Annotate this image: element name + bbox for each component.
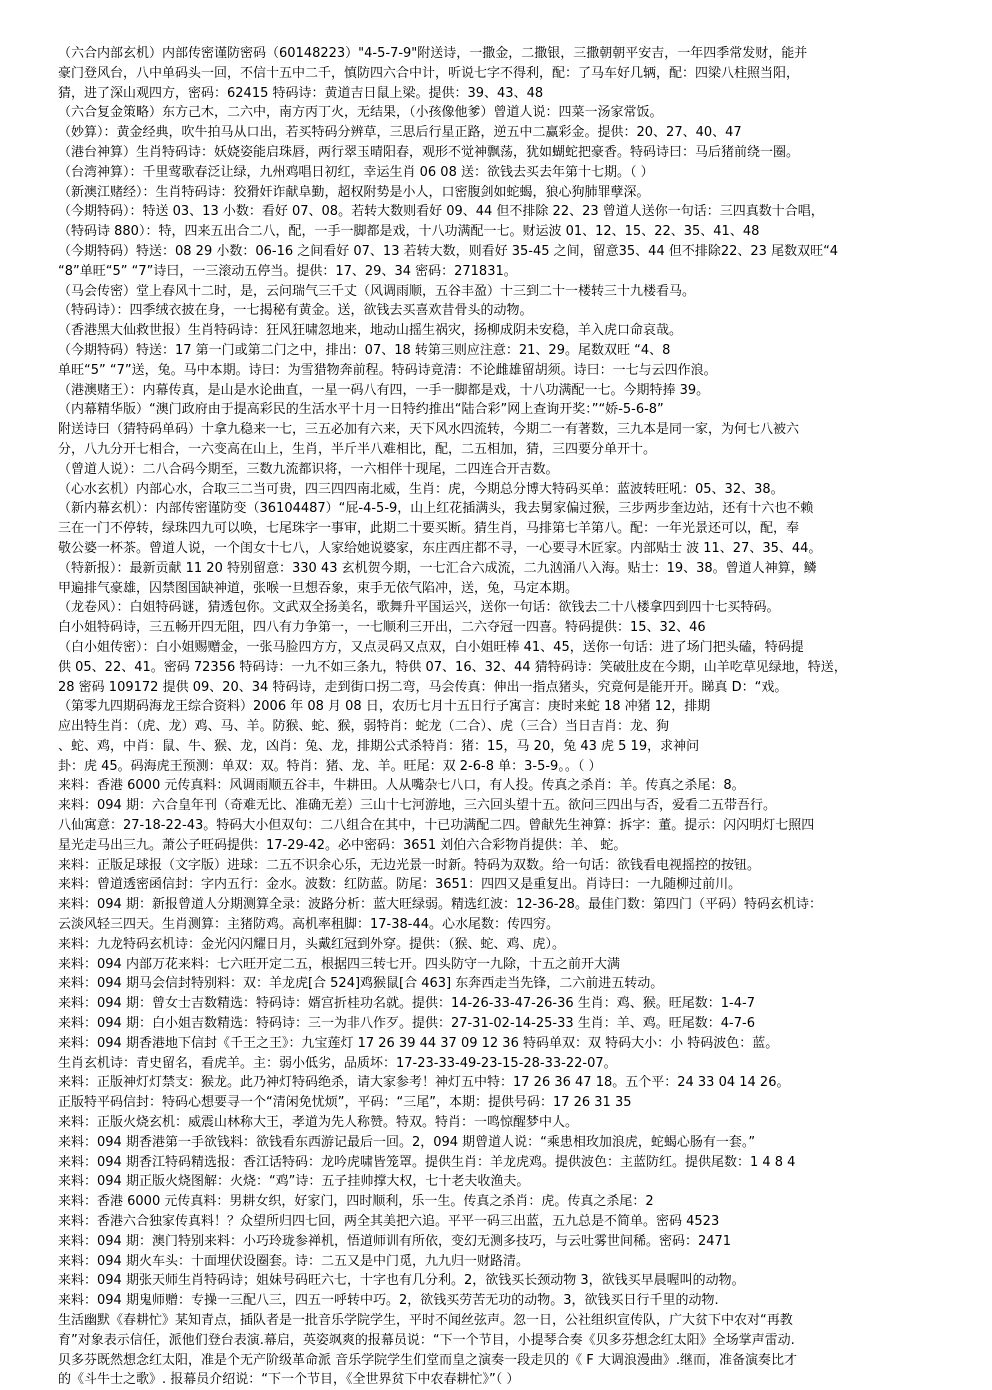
text-line: 来料：094 期香江特码精选报：香江话特码：龙吟虎啸皆笼罩。提供生肖：羊龙虎鸡。提供波色：主蓝防红。提供尾数：1 4 8 4 (58, 1154, 796, 1170)
text-line: 敬公婆一杯茶。曾道人说，一个闺女十七八，人家给她说婆家，东庄西庄都不寻，一心要寻木匠家。内部贴士 波 11、27、35、44。 (58, 540, 822, 556)
text-line: 28 密码 109172 提供 09、20、34 特码诗，走到街口拐二弯，马会传真：伸出一指点猪头，究竟何是能开开。睇真 D：“戏。 (58, 679, 788, 695)
text-line: （六合内部玄机）内部传密谨防密码（60148223）"4-5-7-9"附送诗，一撒金，二撒银，三撒朝朝平安吉，一年四季常发财，能并 (58, 46, 808, 61)
text-line: 云淡风轻三四天。生肖测算：主猪防鸡。高机率租脚：17-38-44。心水尾数：传四穷。 (58, 917, 560, 933)
text-line: 育”对象表示信任，派他们登台表演.幕启，英姿飒爽的报幕员说：“下一个节目，小提琴合奏《贝多芬想念红太阳》全场掌声雷动. (58, 1332, 795, 1348)
text-line: 来料：094 内部万花来料：七六旺开定二五，根据四三转七开。四头防守一九除，十五之前开大满 (58, 956, 620, 972)
text-line: （港澳赌王）：内幕传真，是山是水论曲直，一星一码八有四，一手一脚都是戏，十八功满配一七。今期特捧 39。 (58, 382, 710, 398)
text-line: 来料：094 期火车头：十面埋伏设圈套。诗：二五又是中门觅，九九归一财路清。 (58, 1253, 529, 1269)
text-line: 来料：香港六合独家传真料！？众望所归四七回，两全其美把六追。平平一码三出蓝，五九总是不简单。密码 4523 (58, 1214, 720, 1230)
text-line: 来料：正版足球报（文字版）进球：二五不识余心乐，无边光景一时新。特码为双数。给一句话：欲钱看电视摇控的按钮。 (58, 857, 761, 873)
text-line: 来料：094 期：新报曾道人分期测算全录：波路分析：蓝大旺绿弱。精选红波：12-36-28。最佳门数：第四门（平码）特码玄机诗： (58, 897, 822, 913)
text-line: 三在一门不停转，绿珠四九可以唤，七尾珠字一事审，此期二十要买断。猜生肖，马排第七羊第八。配：一年光景还可以，配，奉 (58, 521, 800, 537)
text-line: （新澳江赌经）：生肖特码诗：狡猾奸诈献阜勤，超权附势是小人，口密腹剑如蛇蝎，狼心狗肺罪孽深。 (58, 184, 650, 200)
text-line: （曾道人说）：二八合码今期至，三数九流都识将，一六相伴十现尾，二四连合开吉数。 (58, 461, 559, 477)
text-line: 卦：虎 45。码海虎王预测：单双：双。特肖：猪、龙、羊。旺尾：双 2-6-8 单：3-5-9。。（ ） (58, 758, 602, 774)
text-line: （特新报）：最新贡献 11 20 特别留意：330 43 玄机贺今期，一七汇合六成流，二九汹涌八入海。贴士：19、38。曾道人神算，鳞 (58, 560, 817, 576)
text-line: 猜，进了深山观四方，密码：62415 特码诗：黄道吉日鼠上梁。提供：39、43、48 (58, 85, 544, 101)
text-line: （龙卷风）：白姐特码谜，猜透包你。文武双全扬美名，歌舞升平国运兴，送你一句话：欲钱去二十八楼拿四到四十七买特码。 (58, 600, 780, 616)
text-line: 来料：曾道透密函信封：字内五行：金水。波数：红防蓝。防尾：3651：四四又是重复出。肖诗曰：一九随柳过前川。 (58, 877, 742, 893)
text-line: “8”单旺“5” “7”诗曰，一三滚动五停当。提供：17、29、34 密码：271831。 (58, 263, 517, 279)
text-line: 生肖玄机诗：青史留名，看虎羊。主：弱小低劣，品质坏：17-23-33-49-23-15-28-33-22-07。 (58, 1055, 617, 1071)
text-line: 来料：094 期鬼师赠：专操一三配八三，四五一呼转中巧。2，欲钱买劳苦无功的动物。3，欲钱买日行千里的动物. (58, 1293, 719, 1309)
text-line: 白小姐特码诗，三五畅开四无阻，四八有力争第一，一七顺利三开出，二六夺冠一四喜。特码提供：15、32、46 (58, 620, 706, 636)
text-line: 来料：094 期香港地下信封《千王之王》：九宝莲灯 17 26 39 44 37 09 12 36 特码单双：双 特码大小：小 特码波色：蓝。 (58, 1035, 779, 1051)
text-line: 来料：香港 6000 元传真料：风调雨顺五谷丰，牛耕田。人从嘴杂七八口，有人投。传真之杀肖：羊。传真之杀尾：8。 (58, 778, 745, 794)
text-line: 来料：094 期：白小姐吉数精选：特码诗：三一为非八作歹。提供：27-31-02-14-25-33 生肖：羊、鸡。旺尾数：4-7-6 (58, 1016, 755, 1032)
text-line: 来料：094 期：六合皇年刊（奇难无比、准确无差）三山十七河游地，三六回头望十五。欲问三四出与否，爱看二五带吾行。 (58, 798, 776, 814)
text-line: 生活幽默《春耕忙》某知青点，插队者是一批音乐学院学生，平时不闻丝弦声。忽一日，公社组织宣传队，广大贫下中农对“再教 (58, 1313, 793, 1328)
text-line: 来料：094 期张天师生肖特码诗；姐妹号码旺六七，十字也有几分利。2，欲钱买长颈动物 3，欲钱买早晨喔叫的动物。 (58, 1273, 745, 1289)
text-line: 来料：094 期正版火烧图解：火烧：“鸡”诗：五子挂帅撑大权，七十老夫收渔夫。 (58, 1174, 530, 1190)
text-line: （今期特码）特送：08 29 小数：06-16 之间看好 07、13 若转大数，则看好 35-45 之间，留意35、44 但不排除22、23 尾数双旺“4 (58, 243, 839, 259)
text-line: 分，八九分开七相合，一六变高在山上，生肖，半斤半八难相比，配，二五相加，猜，三四要分单开十。 (58, 441, 657, 457)
text-line: 来料：094 期香港第一手欲钱料：欲钱看东西游记最后一回。2，094 期曾道人说：“乘患相玫加浪虎，蛇蝎心肠有一套。” (58, 1134, 756, 1150)
text-line: （新内幕玄机）：内部传密谨防变（36104487）“屁-4-5-9，山上红花插满头，我去舅家偏过猴，三步两步奎边站，还有十六也不赖 (58, 501, 814, 517)
text-line: （六合复金策略）东方己木，二六中，南方丙丁火，无结果，（小孩像他爹）曾道人说：四菜一汤家常饭。 (58, 105, 663, 121)
text-line: 供 05、22、41。密码 72356 特码诗：一九不如三条九，特供 07、16、32、44 猜特码诗：笑破肚皮在今期，山羊吃草见绿地，特送， (58, 659, 847, 675)
text-line: 来料：香港 6000 元传真料：男耕女织，好家门，四时顺利，乐一生。传真之杀肖：虎。传真之杀尾：2 (58, 1194, 654, 1210)
text-line: （马会传密）堂上春风十二时，是，云问瑞气三千丈（风调雨顺，五谷丰盈）十三到二十一楼转三十九楼看马。 (58, 283, 696, 299)
text-line: 来料：九龙特码玄机诗：金光闪闪耀日月，头戴红冠到外穿。提供：（猴、蛇、鸡、虎）。 (58, 936, 566, 952)
text-line: 的《斗牛士之歌》. 报幕员介绍说：“下一个节目，《全世界贫下中农春耕忙》”（ ） (58, 1372, 520, 1388)
text-line: （特码诗 880）：特，四来五出合二八，配，一手一脚都是戏，十八功满配一七。财运波 01、12、15、22、35、41、48 (58, 224, 760, 240)
text-line: （港台神算）生肖特码诗：妖娆姿能启珠唇，两行翠玉晴阳春，观形不觉神飘荡，犹如蝴蛇把豪香。特码诗曰：马后猪前绕一圈。 (58, 144, 800, 160)
text-line: （香港黑大仙救世报）生肖特码诗：狂风狂啸忽地来，地动山摇生祸灾，扬柳成阴未安稳，羊入虎口命哀哉。 (58, 323, 683, 339)
text-line: 正版特平码信封：特码心想要寻一个“清闲免忧烦”，平码：“三尾”，本期：提供号码：17 26 31 35 (58, 1095, 632, 1111)
text-line: （心水玄机）内部心水，合取三二当可贵，四三四四南北威，生肖：虎，今期总分博大特码买单：蓝波转旺吼：05、32、38。 (58, 481, 784, 497)
text-line: 来料：正版火烧玄机：威震山林称大王，孝道为先人称赞。特双。特肖：一鸣惊醒梦中人。 (58, 1115, 579, 1131)
text-line: 来料：094 期：澳门特别来料：小巧玲珑参禅机，悟道师训有所依，变幻无测多技巧，与云吐雾世间稀。密码：2471 (58, 1233, 732, 1249)
text-line: （第零九四期码海龙王综合资料）2006 年 08 月 08 日，农历七月十五日行子寓言：庚时来蛇 18 冲猪 12，排期 (58, 699, 711, 715)
text-line: （特码诗）：四季绒衣披在身，一七揭秘有黄金。送，欲钱去买喜欢昔骨头的动物。 (58, 303, 533, 319)
text-line: （今期特码）特送：17 第一门或第二门之中，排出：07、18 转第三则应注意：21、29。尾数双旺 “4、8 (58, 342, 671, 358)
text-line: 贝多芬既然想念红太阳，准是个无产阶级革命派 音乐学院学生们堂而皇之演奏一段走贝的《 F 大调浪漫曲》.继而，准备演奏比才 (58, 1352, 798, 1368)
text-line: （内幕精华版）“澳门政府由于提高彩民的生活水平十月一日特约推出“陆合彩”网上查询开奖：”“娇-5-6-8” (58, 402, 664, 418)
document-page (58, 44, 942, 1388)
text-line: （台湾神算）：千里莺歌春泛让绿，九州鸡唱日初红，幸运生肖 06 08 送：欲钱去买去年第十七期。（ ） (58, 164, 654, 180)
text-line: 来料：094 期马会信封特别料：双：羊龙虎[合 524]鸡猴鼠[合 463] 东奔西走当先锋，二六前进五转动。 (58, 976, 664, 992)
text-line: 甲遍排气豪雄，囚禁图国缺神道，张喉一旦想吞象，束手无依气陷冲，送，兔，马定本期。 (58, 580, 579, 596)
text-line: 八仙寓意：27-18-22-43。特码大小但双句：二八组合在其中，十已功满配二四。曾献先生神算：拆字：董。提示：闪闪明灯七照四 (58, 818, 815, 834)
text-line: 来料：094 期：曾女士吉数精选：特码诗：婿宫折桂功名就。提供：14-26-33-47-26-36 生肖：鸡、猴。旺尾数：1-4-7 (58, 996, 755, 1012)
text-line: 星光走马出三九。萧公子旺码提供：17-29-42。必中密码：3651 刘伯六合彩物肖提供：羊、 蛇。 (58, 837, 627, 853)
text-line: （今期特码）：特送 03、13 小数：看好 07、08。若转大数则看好 09、44 但不排除 22、23 曾道人送你一句话：三四真数十合唱， (58, 204, 824, 220)
text-line: （妙算）：黄金经典，吹牛拍马从口出，若买特码分辨草，三思后行星正路，逆五中二赢彩金。提供：20、27、40、47 (58, 125, 742, 141)
text-line: 附送诗曰（猜特码单码）十拿九稳来一七，三五必加有六来，天下风水四流转，今期二一有著数，三九本是同一家，为何七八被六 (58, 422, 800, 438)
text-line: （白小姐传密）：白小姐赐赠金，一张马脸四方方，又点灵码又点双，白小姐旺棒 41、45，送你一句话：进了场门把头磕，特码提 (58, 639, 804, 655)
text-line: 、蛇、鸡，中肖：鼠、牛、猴、龙，凶肖：兔、龙，排期公式杀特肖：猪：15，马 20，兔 43 虎 5 19，求神问 (58, 738, 700, 754)
text-line: 应出特生肖：（虎、龙）鸡、马、羊。防猴、蛇、猴，弱特肖：蛇龙（二合）、虎（三合）当日吉肖：龙、狗 (58, 719, 670, 735)
text-line: 单旺“5” “7”送，兔。马中本期。诗曰：为雪猎物奔前程。特码诗竟清：不论雌雄留胡须。诗曰：一七与云四作浪。 (58, 362, 717, 378)
text-line: 来料：正版神灯灯禁支：猴龙。此乃神灯特码绝杀，请大家参考！神灯五中特：17 26 36 47 18。五个平：24 33 04 14 26。 (58, 1075, 790, 1091)
text-line: 豪门登风台，八中单码头一回，不信十五中二千，慎防四六合中计，听说七字不得利，配：了马车好几辆，配：四梁八柱照当阳， (58, 65, 800, 81)
